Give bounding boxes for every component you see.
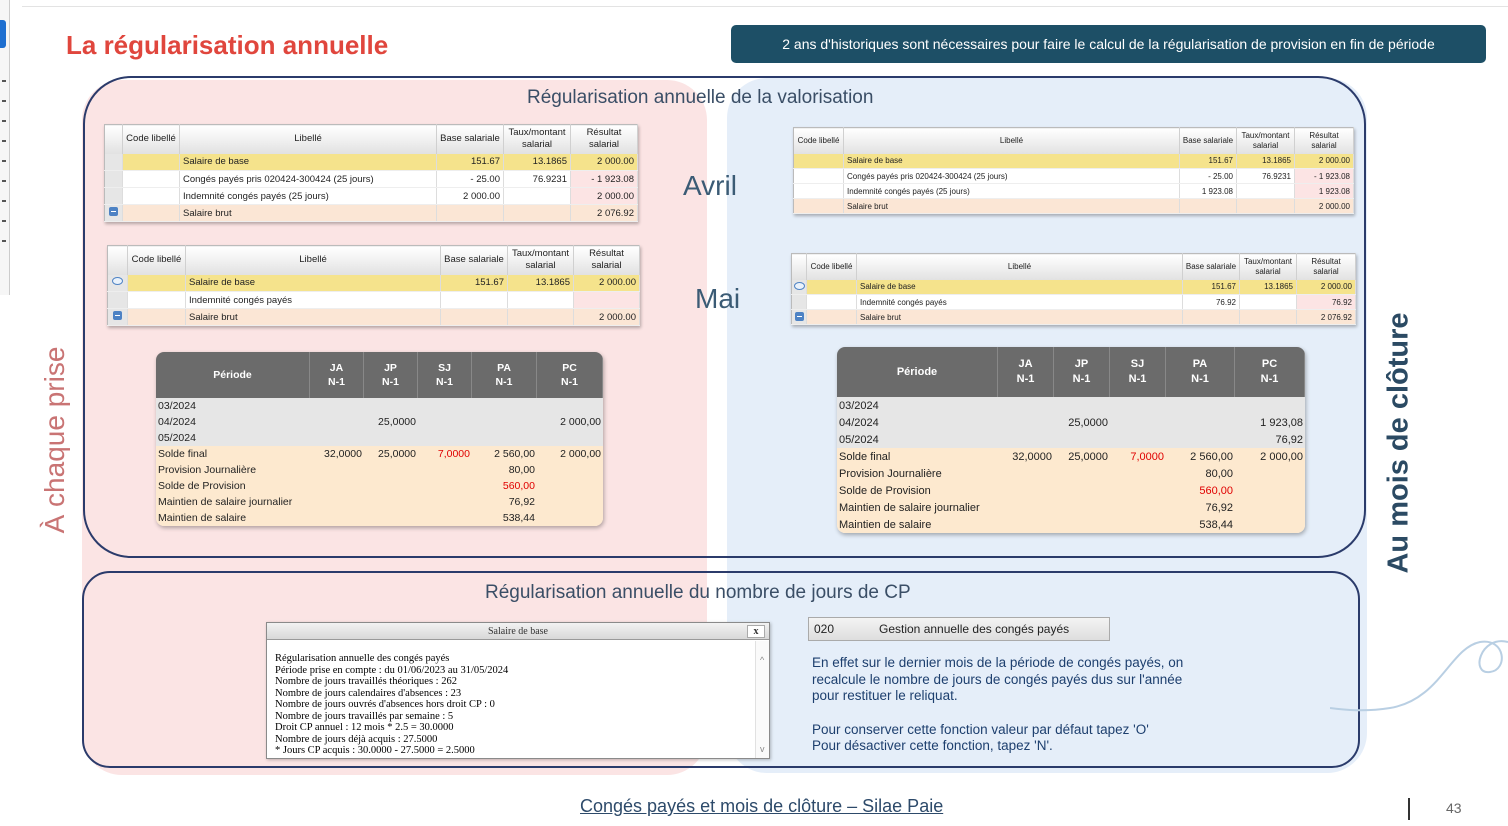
row-result: 2 076.92 — [571, 205, 638, 222]
code-cell — [794, 154, 844, 169]
cell: 05/2024 — [156, 430, 310, 446]
code-cell — [128, 275, 186, 292]
header-period: Période — [837, 347, 998, 397]
cell: 25,0000 — [1054, 414, 1110, 431]
cell — [1166, 414, 1235, 431]
row-result: 1 923.08 — [1295, 184, 1354, 199]
header-period: Période — [156, 352, 310, 398]
cell — [418, 430, 472, 446]
header-base: Base salariale — [441, 246, 508, 275]
code-cell — [794, 184, 844, 199]
table-row — [156, 398, 603, 414]
cell — [1235, 482, 1305, 499]
cell — [1110, 431, 1166, 448]
header-result: Résultat salarial — [574, 246, 640, 275]
strip-mark — [2, 80, 6, 82]
header-rate: Taux/montant salarial — [1240, 254, 1297, 280]
description-line: Pour conserver cette fonction valeur par défaut tapez 'O' — [812, 721, 1149, 737]
table-row[interactable] — [792, 280, 1356, 295]
cell: 80,00 — [472, 462, 537, 478]
cell: 03/2024 — [837, 397, 998, 414]
table-row — [156, 494, 603, 510]
row-rate: 13.1865 — [1237, 154, 1295, 169]
strip-mark — [2, 180, 6, 182]
table-row[interactable] — [794, 199, 1354, 214]
cell — [998, 482, 1054, 499]
code-cell — [123, 188, 180, 205]
table-row[interactable] — [108, 309, 640, 326]
code-cell — [123, 171, 180, 188]
cell — [998, 516, 1054, 533]
header-label: Libellé — [844, 128, 1180, 154]
cell: 03/2024 — [156, 398, 310, 414]
table-row[interactable] — [794, 169, 1354, 184]
collapse-icon[interactable] — [795, 312, 804, 321]
row-label: Congés payés pris 020424-300424 (25 jours) — [180, 171, 437, 188]
payslip-table-april-right — [793, 127, 1354, 214]
payslip-table-april-left — [104, 124, 638, 222]
cell — [537, 510, 603, 526]
table-row — [837, 397, 1305, 414]
row-label: Indemnité congés payés (25 jours) — [844, 184, 1180, 199]
function-description — [812, 655, 1192, 755]
row-rate — [1237, 199, 1295, 214]
salary-detail-dialog — [266, 622, 770, 759]
header-code: Code libellé — [123, 125, 180, 154]
header-label: Libellé — [180, 125, 437, 154]
code-cell — [128, 292, 186, 309]
cell — [1110, 397, 1166, 414]
panel-tab-indicator[interactable] — [0, 20, 6, 48]
cell — [1054, 431, 1110, 448]
cell — [364, 510, 418, 526]
cell: Maintien de salaire — [156, 510, 310, 526]
blank-icon — [109, 190, 118, 199]
row-label: Salaire brut — [180, 205, 437, 222]
header-base: Base salariale — [1183, 254, 1240, 280]
strip-mark — [2, 140, 6, 142]
cell — [537, 494, 603, 510]
cell — [998, 499, 1054, 516]
header-result: Résultat salarial — [571, 125, 638, 154]
cell — [1054, 516, 1110, 533]
month-label-april: Avril — [683, 170, 737, 201]
strip-mark — [2, 100, 6, 102]
table-row — [837, 414, 1305, 431]
code-cell — [807, 280, 857, 295]
cell: 25,0000 — [364, 414, 418, 430]
row-base: 151.67 — [441, 275, 508, 292]
valuation-section-title: Régularisation annuelle de la valorisation — [527, 87, 874, 108]
cell: Provision Journalière — [837, 465, 998, 482]
dialog-titlebar[interactable] — [267, 623, 769, 640]
table-row — [156, 414, 603, 430]
table-row[interactable] — [794, 154, 1354, 169]
row-label: Indemnité congés payés — [857, 295, 1183, 310]
blank-icon — [113, 294, 122, 303]
month-label-may: Mai — [695, 283, 741, 314]
header-sj: SJ N-1 — [1110, 347, 1166, 397]
table-row — [837, 482, 1305, 499]
strip-mark — [2, 240, 6, 242]
cell — [1166, 397, 1235, 414]
cell: 04/2024 — [837, 414, 998, 431]
cell: 2 000,00 — [1235, 448, 1305, 465]
table-row — [837, 516, 1305, 533]
row-result: 2 000.00 — [574, 309, 640, 326]
row-rate — [508, 292, 574, 309]
cell — [418, 398, 472, 414]
row-result: 2 076.92 — [1297, 310, 1356, 325]
header-label: Libellé — [186, 246, 441, 275]
table-row[interactable] — [105, 154, 638, 171]
cell — [364, 430, 418, 446]
row-base — [1180, 199, 1237, 214]
table-row — [837, 448, 1305, 465]
cell — [1235, 465, 1305, 482]
dialog-line: Période prise en compte : du 01/06/2023 au 31/05/2024 — [275, 664, 509, 676]
row-base — [437, 205, 504, 222]
cell: 04/2024 — [156, 414, 310, 430]
table-row — [156, 430, 603, 446]
cell — [418, 510, 472, 526]
cell — [998, 431, 1054, 448]
header-jp: JP N-1 — [1054, 347, 1110, 397]
row-base: 151.67 — [1183, 280, 1240, 295]
cell — [310, 510, 364, 526]
footer-title: Congés payés et mois de clôture – Silae Paie — [580, 796, 944, 816]
cell: 2 000,00 — [537, 446, 603, 462]
header-icon-column — [105, 125, 123, 154]
table-row — [837, 465, 1305, 482]
row-result: - 1 923.08 — [1295, 169, 1354, 184]
cell: 80,00 — [1166, 465, 1235, 482]
table-row — [156, 462, 603, 478]
cell: 25,0000 — [1054, 448, 1110, 465]
row-rate: 76.9231 — [1237, 169, 1295, 184]
row-result: - 1 923.08 — [571, 171, 638, 188]
cell — [1110, 465, 1166, 482]
payslip-table-may-right — [791, 253, 1356, 325]
cell: 538,44 — [1166, 516, 1235, 533]
dialog-scrollbar[interactable] — [755, 641, 769, 758]
cell — [1110, 499, 1166, 516]
table-row[interactable] — [108, 275, 640, 292]
cell — [537, 398, 603, 414]
row-label: Salaire de base — [180, 154, 437, 171]
cell: Maintien de salaire journalier — [837, 499, 998, 516]
description-paragraph: En effet sur le dernier mois de la période de congés payés, on recalcule le nombre de jours de congés payés dus sur l'année pour restituer le reliquat. — [812, 655, 1184, 703]
cell — [364, 494, 418, 510]
row-label: Salaire de base — [844, 154, 1180, 169]
cell — [1054, 397, 1110, 414]
close-button[interactable]: x — [747, 625, 765, 638]
blank-icon — [795, 297, 804, 306]
cell: 560,00 — [1166, 482, 1235, 499]
cell — [310, 414, 364, 430]
row-base: 151.67 — [1180, 154, 1237, 169]
header-pa: PA N-1 — [472, 352, 537, 398]
code-cell — [128, 309, 186, 326]
cell: Maintien de salaire — [837, 516, 998, 533]
cell: 05/2024 — [837, 431, 998, 448]
period-table-left — [156, 352, 603, 526]
row-result: 2 000.00 — [571, 154, 638, 171]
cell — [1235, 516, 1305, 533]
row-label: Salaire de base — [857, 280, 1183, 295]
row-base: 151.67 — [437, 154, 504, 171]
table-row[interactable] — [108, 292, 640, 309]
row-base — [441, 309, 508, 326]
comment-icon[interactable] — [794, 282, 805, 290]
cell: Maintien de salaire journalier — [156, 494, 310, 510]
table-row[interactable] — [792, 310, 1356, 325]
collapse-icon[interactable] — [113, 311, 122, 320]
header-icon-column — [792, 254, 807, 280]
collapse-icon[interactable] — [109, 207, 118, 216]
cell — [472, 430, 537, 446]
function-code: 020 — [814, 622, 835, 636]
cell — [537, 478, 603, 494]
description-line: Pour désactiver cette fonction, tapez 'N'. — [812, 738, 1053, 753]
row-rate: 13.1865 — [1240, 280, 1297, 295]
cell — [1110, 414, 1166, 431]
table-row[interactable] — [792, 295, 1356, 310]
side-label-closing-month: Au mois de clôture — [1382, 311, 1415, 574]
cell: 2 000,00 — [537, 414, 603, 430]
cell — [418, 462, 472, 478]
row-rate: 13.1865 — [508, 275, 574, 292]
row-rate — [508, 309, 574, 326]
row-base: - 25.00 — [437, 171, 504, 188]
table-row — [837, 431, 1305, 448]
dialog-line: Nombre de jours ouvrés d'absences hors droit CP : 0 — [275, 699, 495, 710]
info-banner: 2 ans d'historiques sont nécessaires pour faire le calcul de la régularisation de provision en fin de période — [731, 25, 1486, 63]
function-field[interactable] — [808, 617, 1110, 641]
cell: 2 560,00 — [472, 446, 537, 462]
strip-mark — [2, 120, 6, 122]
row-label: Indemnité congés payés — [186, 292, 441, 309]
cell — [418, 414, 472, 430]
cell: 25,0000 — [364, 446, 418, 462]
table-row — [837, 499, 1305, 516]
row-base: 76.92 — [1183, 295, 1240, 310]
cell — [537, 462, 603, 478]
table-row[interactable] — [105, 188, 638, 205]
row-label: Indemnité congés payés (25 jours) — [180, 188, 437, 205]
cell — [364, 478, 418, 494]
strip-mark — [2, 160, 6, 162]
row-label: Salaire brut — [186, 309, 441, 326]
cell — [364, 462, 418, 478]
code-cell — [123, 205, 180, 222]
row-rate: 13.1865 — [504, 154, 571, 171]
row-rate — [1240, 295, 1297, 310]
cell — [1110, 482, 1166, 499]
cell — [418, 478, 472, 494]
cell — [1235, 397, 1305, 414]
row-base — [441, 292, 508, 309]
cell — [310, 494, 364, 510]
table-row — [156, 510, 603, 526]
header-pc: PC N-1 — [537, 352, 603, 398]
header-pc: PC N-1 — [1235, 347, 1305, 397]
row-result — [574, 292, 640, 309]
row-label: Salaire brut — [844, 199, 1180, 214]
cell — [998, 397, 1054, 414]
row-label: Congés payés pris 020424-300424 (25 jours) — [844, 169, 1180, 184]
dialog-line: Nombre de jours travaillés par semaine : 5 — [275, 710, 454, 722]
row-base: 1 923.08 — [1180, 184, 1237, 199]
header-result: Résultat salarial — [1295, 128, 1354, 154]
table-row[interactable] — [105, 205, 638, 222]
dialog-line: * Jours CP acquis : 30.0000 - 27.5000 = 2.5000 — [275, 745, 475, 756]
slide-title: La régularisation annuelle — [66, 30, 389, 60]
dialog-line: Nombre de jours calendaires d'absences : 23 — [275, 687, 462, 699]
top-divider — [22, 6, 1508, 7]
dialog-line: Nombre de jours déjà acquis : 27.5000 — [275, 733, 438, 745]
row-result: 2 000.00 — [571, 188, 638, 205]
header-rate: Taux/montant salarial — [504, 125, 571, 154]
row-rate — [504, 188, 571, 205]
cell: 76,92 — [1235, 431, 1305, 448]
cell: 2 560,00 — [1166, 448, 1235, 465]
cell — [1054, 465, 1110, 482]
cell — [310, 398, 364, 414]
cell — [310, 430, 364, 446]
cell: 7,0000 — [418, 446, 472, 462]
row-result: 76.92 — [1297, 295, 1356, 310]
page-number: 43 — [1446, 800, 1462, 816]
cell: 76,92 — [1166, 499, 1235, 516]
cell — [418, 494, 472, 510]
dialog-title: Salaire de base — [488, 626, 548, 637]
cell — [998, 465, 1054, 482]
cell: Solde de Provision — [837, 482, 998, 499]
cell: Solde final — [837, 448, 998, 465]
cell — [1054, 499, 1110, 516]
strip-mark — [2, 220, 6, 222]
cell: 7,0000 — [1110, 448, 1166, 465]
cp-days-section-title: Régularisation annuelle du nombre de jours de CP — [485, 582, 911, 603]
header-icon-column — [108, 246, 128, 275]
cell — [364, 398, 418, 414]
header-code: Code libellé — [794, 128, 844, 154]
row-base: 2 000.00 — [437, 188, 504, 205]
row-label: Salaire de base — [186, 275, 441, 292]
blank-icon — [109, 156, 118, 165]
dialog-line: Régularisation annuelle des congés payés — [275, 653, 450, 664]
dialog-line: Droit CP annuel : 12 mois * 2.5 = 30.0000 — [275, 722, 454, 733]
cell — [1054, 482, 1110, 499]
header-jp: JP N-1 — [364, 352, 418, 398]
table-row — [156, 446, 603, 462]
decorative-curve-icon — [1330, 630, 1508, 720]
row-result: 2 000.00 — [1295, 199, 1354, 214]
row-rate — [1240, 310, 1297, 325]
header-ja: JA N-1 — [998, 347, 1054, 397]
payslip-table-may-left — [107, 245, 640, 326]
header-result: Résultat salarial — [1297, 254, 1356, 280]
cell — [1235, 499, 1305, 516]
cell — [472, 398, 537, 414]
header-base: Base salariale — [1180, 128, 1237, 154]
row-label: Salaire brut — [857, 310, 1183, 325]
cell — [537, 430, 603, 446]
row-rate — [1237, 184, 1295, 199]
header-base: Base salariale — [437, 125, 504, 154]
row-rate — [504, 205, 571, 222]
comment-icon[interactable] — [112, 277, 123, 285]
cell: 32,0000 — [310, 446, 364, 462]
footer-separator — [1408, 798, 1410, 820]
dialog-line: Nombre de jours travaillés théoriques : 262 — [275, 676, 457, 687]
period-table-right — [837, 347, 1305, 533]
header-label: Libellé — [857, 254, 1183, 280]
cell — [310, 478, 364, 494]
cell: 538,44 — [472, 510, 537, 526]
cell: Solde de Provision — [156, 478, 310, 494]
header-ja: JA N-1 — [310, 352, 364, 398]
header-code: Code libellé — [807, 254, 857, 280]
cell: Provision Journalière — [156, 462, 310, 478]
table-row[interactable] — [105, 171, 638, 188]
code-cell — [794, 199, 844, 214]
strip-mark — [2, 200, 6, 202]
header-sj: SJ N-1 — [418, 352, 472, 398]
cell — [998, 414, 1054, 431]
row-base — [1183, 310, 1240, 325]
table-row — [156, 478, 603, 494]
left-panel-strip — [0, 0, 10, 295]
cell — [310, 462, 364, 478]
code-cell — [123, 154, 180, 171]
table-row[interactable] — [794, 184, 1354, 199]
cell — [472, 414, 537, 430]
header-pa: PA N-1 — [1166, 347, 1235, 397]
row-rate: 76.9231 — [504, 171, 571, 188]
header-rate: Taux/montant salarial — [1237, 128, 1295, 154]
cell: 76,92 — [472, 494, 537, 510]
cell — [1166, 431, 1235, 448]
cell: 1 923,08 — [1235, 414, 1305, 431]
cell — [1110, 516, 1166, 533]
header-code: Code libellé — [128, 246, 186, 275]
function-label: Gestion annuelle des congés payés — [879, 622, 1070, 636]
row-result: 2 000.00 — [1295, 154, 1354, 169]
code-cell — [807, 295, 857, 310]
row-result: 2 000.00 — [1297, 280, 1356, 295]
cell: Solde final — [156, 446, 310, 462]
row-base: - 25.00 — [1180, 169, 1237, 184]
dialog-body — [267, 641, 753, 758]
blank-icon — [109, 173, 118, 182]
row-result: 2 000.00 — [574, 275, 640, 292]
cell: 32,0000 — [998, 448, 1054, 465]
header-rate: Taux/montant salarial — [508, 246, 574, 275]
cell: 560,00 — [472, 478, 537, 494]
code-cell — [794, 169, 844, 184]
code-cell — [807, 310, 857, 325]
side-label-each-take: À chaque prise — [39, 346, 70, 534]
